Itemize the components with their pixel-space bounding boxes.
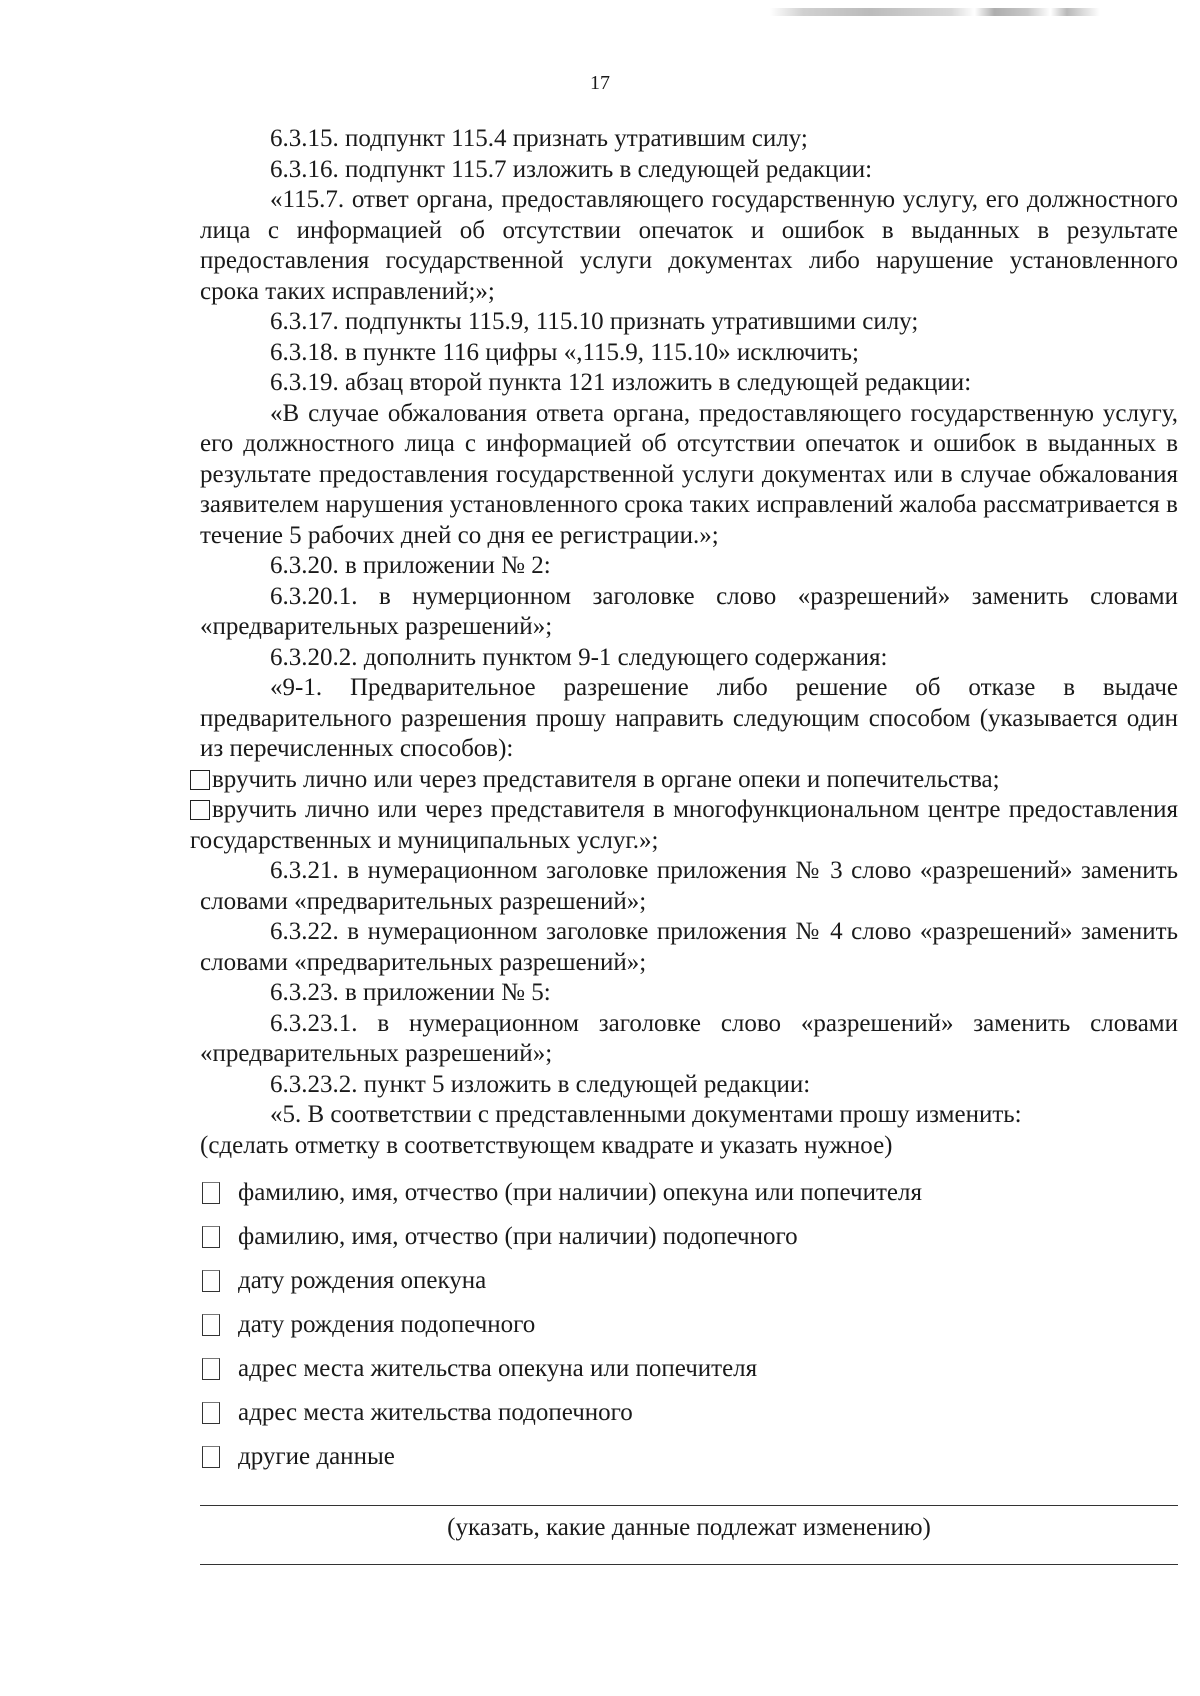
instruction-note: (сделать отметку в соответствующем квадрате и указать нужное): [200, 1131, 893, 1159]
option-guardian-name: [202, 1171, 1178, 1215]
paragraph-6-3-15: 6.3.15. подпункт 115.4 признать утратившим силу;: [270, 125, 808, 152]
fill-in-line: [200, 1564, 1178, 1565]
checkbox-icon: [202, 1270, 220, 1292]
quote-115-7: «115.7. ответ органа, предоставляющего государственную услугу, его должностного лица с информацией об отсутствии опечаток и ошибок в выданных в результате предоставления государственной услуги документах либо нарушение установленного срока таких исправлений;»;: [200, 186, 1178, 305]
option-label: адрес места жительства опекуна или попечителя: [238, 1354, 758, 1382]
option-label: другие данные: [238, 1442, 395, 1470]
option-guardian-birthdate: [202, 1259, 1178, 1303]
paragraph-6-3-23-2: 6.3.23.2. пункт 5 изложить в следующей редакции:: [270, 1070, 811, 1098]
option-ward-birthdate: [202, 1303, 1178, 1347]
option-ward-name: [202, 1215, 1178, 1259]
checkbox-icon: [202, 1314, 220, 1336]
checkbox-icon: [190, 800, 210, 820]
option-label: дату рождения опекуна: [238, 1266, 487, 1294]
change-options-list: [200, 1171, 1178, 1479]
option-label: фамилию, имя, отчество (при наличии) опекуна или попечителя: [238, 1178, 922, 1206]
checkbox-icon: [202, 1226, 220, 1248]
checkbox-icon: [190, 770, 210, 790]
quote-5: «5. В соответствии с представленными документами прошу изменить:: [270, 1101, 1022, 1128]
paragraph-6-3-21: 6.3.21. в нумерационном заголовке приложения № 3 слово «разрешений» заменить словами «предварительных разрешений»;: [200, 857, 1178, 915]
paragraph-6-3-20: 6.3.20. в приложении № 2:: [270, 552, 551, 579]
paragraph-6-3-20-2: 6.3.20.2. дополнить пунктом 9-1 следующего содержания:: [270, 643, 888, 671]
paragraph-6-3-17: 6.3.17. подпункты 115.9, 115.10 признать утратившими силу;: [270, 308, 919, 335]
delivery-option-mfc: [190, 795, 1178, 856]
scan-artifact: [770, 8, 1100, 16]
option-guardian-address: [202, 1347, 1178, 1391]
checkbox-icon: [202, 1446, 220, 1468]
paragraph-6-3-23: 6.3.23. в приложении № 5:: [270, 979, 551, 1006]
option-label: дату рождения подопечного: [238, 1310, 536, 1338]
delivery-option-label: вручить лично или через представителя в органе опеки и попечительства;: [212, 765, 1000, 793]
paragraph-6-3-23-1: 6.3.23.1. в нумерационном заголовке слово «разрешений» заменить словами «предварительных разрешений»;: [200, 1009, 1178, 1067]
fill-in-line: [200, 1505, 1178, 1506]
checkbox-icon: [202, 1402, 220, 1424]
option-label: адрес места жительства подопечного: [238, 1398, 633, 1426]
paragraph-6-3-16: 6.3.16. подпункт 115.7 изложить в следующей редакции:: [270, 155, 873, 183]
fill-in-caption: (указать, какие данные подлежат изменению): [447, 1514, 931, 1541]
paragraph-6-3-20-1: 6.3.20.1. в нумерционном заголовке слово «разрешений» заменить словами «предварительных разрешений»;: [200, 582, 1178, 640]
delivery-option-guardianship: [190, 765, 1178, 796]
option-label: фамилию, имя, отчество (при наличии) подопечного: [238, 1222, 798, 1250]
checkbox-icon: [202, 1182, 220, 1204]
option-ward-address: [202, 1391, 1178, 1435]
checkbox-icon: [202, 1358, 220, 1380]
paragraph-6-3-19: 6.3.19. абзац второй пункта 121 изложить в следующей редакции:: [270, 369, 972, 396]
delivery-option-label: вручить лично или через представителя в многофункциональном центре предоставления государственных и муниципальных услуг.»;: [190, 796, 1178, 854]
quote-121: «В случае обжалования ответа органа, предоставляющего государственную услугу, его должностного лица с информацией об отсутствии опечаток и ошибок в выданных в результате предоставления государственной услуги документах или в случае обжалования заявителем нарушения установленного срока таких исправлений жалоба рассматривается в течение 5 рабочих дней со дня ее регистрации.»;: [200, 399, 1178, 549]
paragraph-6-3-22: 6.3.22. в нумерационном заголовке приложения № 4 слово «разрешений» заменить словами «предварительных разрешений»;: [200, 918, 1178, 976]
page-number: 17: [590, 72, 610, 94]
document-body: [190, 124, 1178, 1565]
option-other-data: [202, 1435, 1178, 1479]
paragraph-6-3-18: 6.3.18. в пункте 116 цифры «,115.9, 115.10» исключить;: [270, 338, 859, 366]
quote-9-1: «9-1. Предварительное разрешение либо решение об отказе в выдаче предварительного разрешения прошу направить следующим способом (указывается один из перечисленных способов):: [200, 674, 1178, 762]
